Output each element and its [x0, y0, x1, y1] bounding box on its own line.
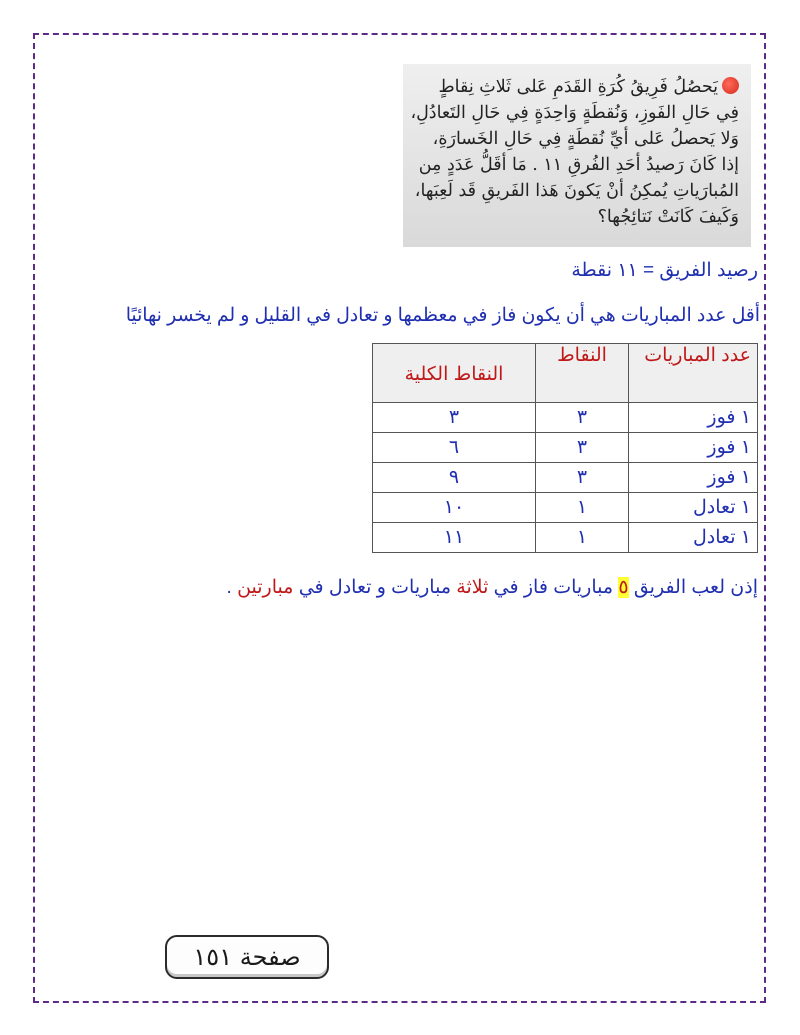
conclusion-part-2: مباريات فاز في — [493, 577, 614, 598]
cell-points: ١ — [536, 493, 629, 523]
cell-points: ٣ — [536, 463, 629, 493]
table-row — [373, 523, 758, 553]
table-row — [373, 493, 758, 523]
conclusion-part-1: إذن لعب الفريق — [633, 577, 758, 598]
cell-total: ١١ — [373, 523, 536, 553]
match-count-highlight: ٥ — [618, 577, 629, 598]
problem-line-5: المُبارَياتِ يُمكِنُ أنْ يَكونَ هَذا الفَريقِ قَد لَعِبَها، — [414, 181, 739, 201]
red-dot-icon — [722, 77, 739, 94]
cell-total: ٣ — [373, 403, 536, 433]
balance-line: رصيد الفريق = ١١ نقطة — [571, 260, 758, 281]
reasoning-line: أقل عدد المباريات هي أن يكون فاز في معظمها و تعادل في القليل و لم يخسر نهائيًا — [125, 304, 760, 325]
conclusion-part-3: مباريات و تعادل في — [298, 577, 451, 598]
page-number-badge — [165, 935, 329, 979]
cell-points: ٣ — [536, 433, 629, 463]
header-points: النقاط — [536, 344, 629, 403]
draws-count: مبارتين — [237, 577, 294, 598]
table-row — [373, 433, 758, 463]
cell-points: ١ — [536, 523, 629, 553]
header-total: النقاط الكلية — [373, 344, 536, 403]
cell-total: ١٠ — [373, 493, 536, 523]
wins-count: ثلاثة — [456, 577, 489, 598]
cell-match: ١ تعادل — [629, 493, 758, 523]
page-number: صفحة ١٥١ — [193, 943, 301, 971]
cell-match: ١ فوز — [629, 433, 758, 463]
conclusion-part-4: . — [226, 577, 232, 598]
cell-total: ٩ — [373, 463, 536, 493]
problem-line-4: إذا كَانَ رَصيدُ أحَدِ الفُرقِ ١١ . مَا أقَلُّ عَدَدٍ مِن — [418, 155, 739, 175]
header-matches: عدد المباريات — [629, 344, 758, 403]
cell-match: ١ تعادل — [629, 523, 758, 553]
cell-match: ١ فوز — [629, 463, 758, 493]
problem-image — [403, 64, 751, 247]
cell-total: ٦ — [373, 433, 536, 463]
problem-line-2: فِي حَالِ الفَوزِ، وَنُقطَةٍ وَاحِدَةٍ فِي حَالِ التَعادُلِ، — [410, 103, 739, 123]
table-header-row — [373, 344, 758, 403]
cell-match: ١ فوز — [629, 403, 758, 433]
problem-line-3: وَلا يَحصلُ عَلى أيِّ نُقطَةٍ فِي حَالِ الخَسارَةِ، — [432, 129, 739, 149]
conclusion-line — [227, 576, 759, 599]
problem-line-6: وَكَيفَ كَانَتْ نَتائِجُها؟ — [597, 207, 739, 227]
results-table — [372, 343, 758, 553]
table-row — [373, 463, 758, 493]
table-row — [373, 403, 758, 433]
cell-points: ٣ — [536, 403, 629, 433]
problem-line-1 — [413, 74, 739, 100]
problem-line-1-text: يَحصُلُ فَرِيقُ كُرَةِ القَدَمِ عَلى ثَلاثِ نِقاطٍ — [438, 77, 718, 97]
